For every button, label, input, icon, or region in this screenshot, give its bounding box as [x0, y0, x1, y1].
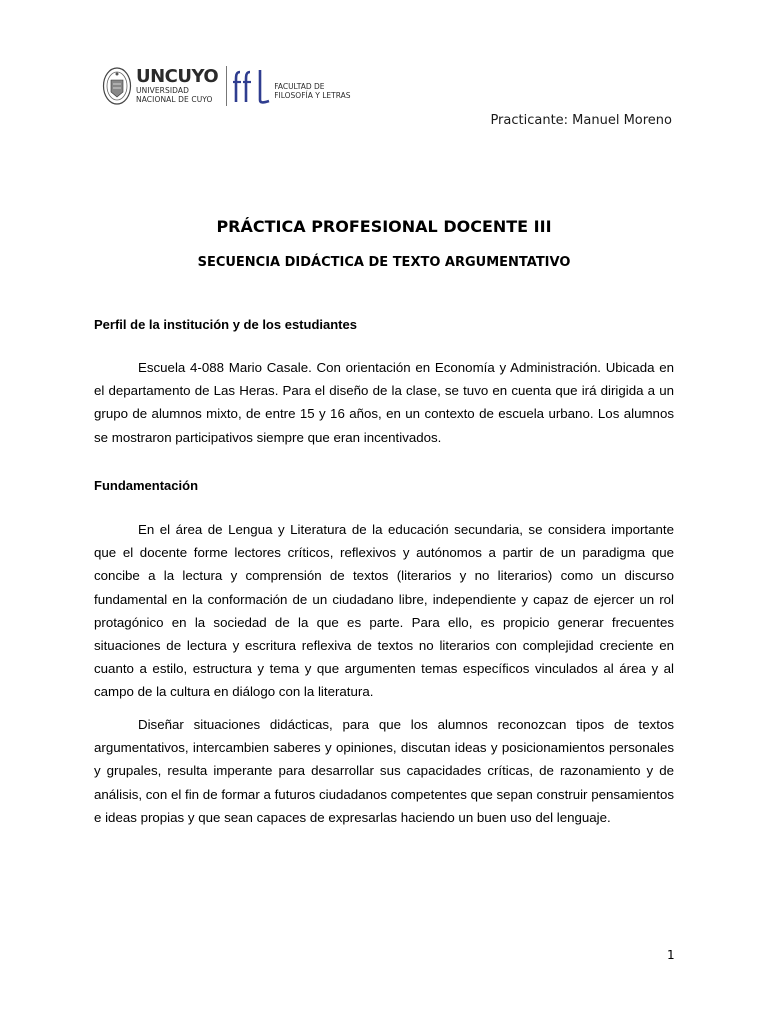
paragraph-text: Diseñar situaciones didácticas, para que los alumnos reconozcan tipos de textos argumentativos, intercambien saberes y opiniones, discutan ideas y posicionamientos personales y grupales, resulta imperante para desarrollar sus capacidades críticas, de razonamiento y de análisis, con el fin de formar a futuros ciudadanos competentes que sepan construir pensamientos e ideas propias y que sean capaces de expresarlas haciendo un buen uso del lenguaje. [94, 717, 674, 825]
paragraph-fundamentacion-2 [94, 713, 674, 829]
university-name: UNCUYO [136, 66, 219, 87]
practicante-label: Practicante: Manuel Moreno [490, 113, 672, 128]
document-subtitle: SECUENCIA DIDÁCTICA DE TEXTO ARGUMENTATIVO [197, 255, 571, 270]
uncuyo-seal-icon [102, 66, 132, 106]
faculty-line1: FACULTAD DE [274, 82, 325, 91]
paragraph-fundamentacion-1 [94, 518, 674, 704]
section-heading-perfil: Perfil de la institución y de los estudiantes [94, 317, 357, 332]
uncuyo-wordmark [136, 68, 218, 104]
faculty-line2: FILOSOFÍA Y LETRAS [274, 91, 351, 100]
document-title: PRÁCTICA PROFESIONAL DOCENTE III [216, 217, 552, 236]
university-sub-line1: UNIVERSIDAD [136, 86, 190, 95]
paragraph-text: Escuela 4-088 Mario Casale. Con orientación en Economía y Administración. Ubicada en el departamento de Las Heras. Para el diseño de la clase, se tuvo en cuenta que irá dirigida a un grupo de alumnos mixto, de entre 15 y 16 años, en un contexto de escuela urbano. Los alumnos se mostraron participativos siempre que eran incentivados. [94, 360, 674, 445]
university-sub-line2: NACIONAL DE CUYO [136, 95, 213, 104]
section-heading-fundamentacion: Fundamentación [94, 478, 199, 493]
header-logos [102, 64, 351, 108]
ffyl-logo-icon [233, 66, 271, 106]
logo-divider [226, 66, 227, 106]
page-number: 1 [667, 948, 675, 962]
faculty-wordmark [274, 82, 350, 100]
paragraph-perfil [94, 356, 674, 449]
paragraph-text: En el área de Lengua y Literatura de la educación secundaria, se considera importante que el docente forme lectores críticos, reflexivos y autónomos a partir de un paradigma que concibe a la lectura y comprensión de textos (literarios y no literarios) como un discurso fundamental en la conformación de un ciudadano libre, independiente y capaz de ejercer un rol protagónico en la sociedad de la que es parte. Para ello, es propicio generar frecuentes situaciones de lectura y escritura reflexiva de textos no literarios con complejidad creciente en cuanto a estilo, estructura y tema y que argumenten temas específicos vinculados al área y al campo de la cultura en diálogo con la literatura. [94, 522, 674, 700]
